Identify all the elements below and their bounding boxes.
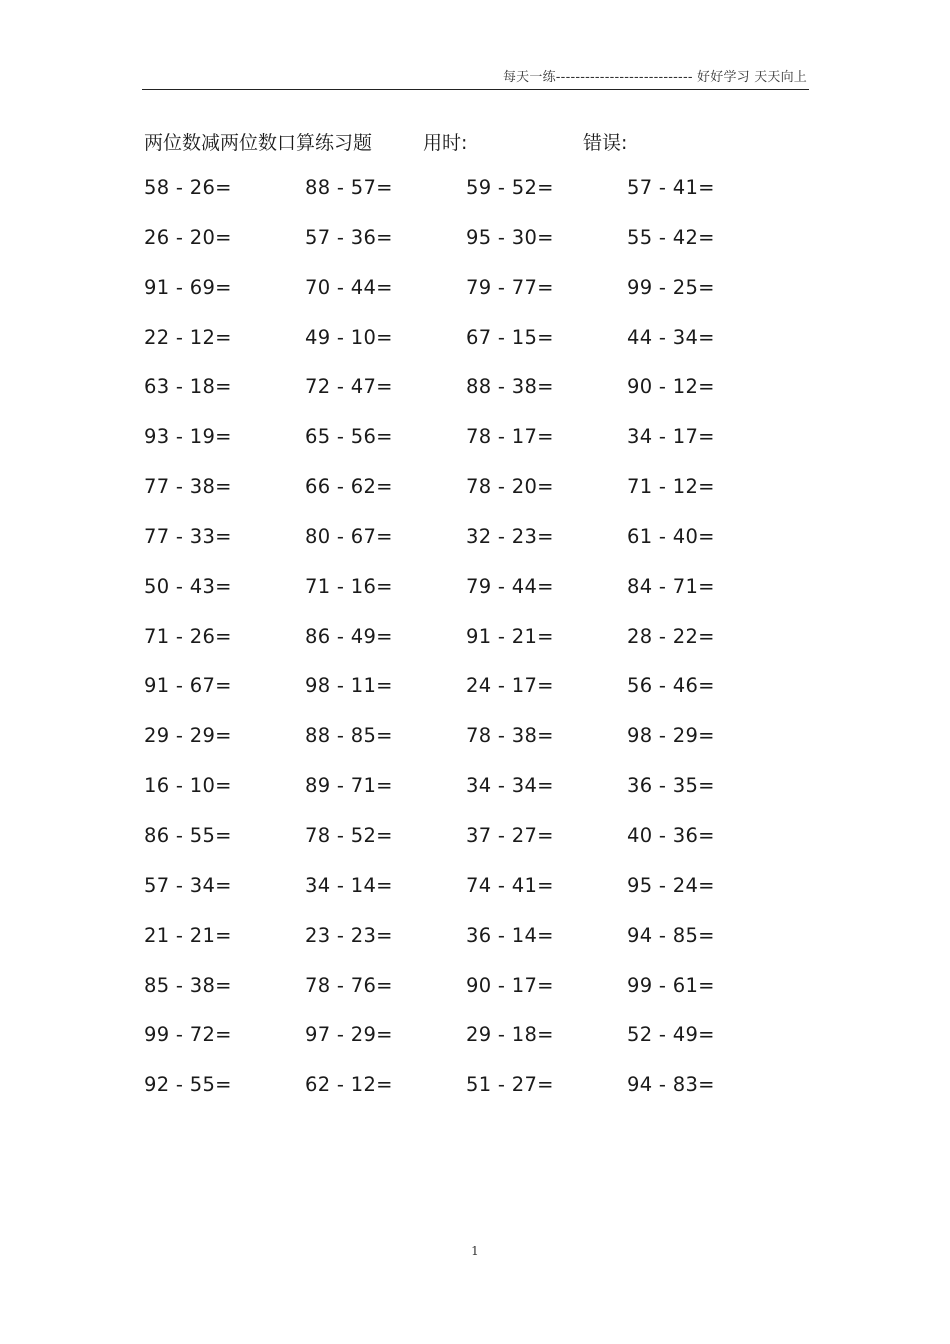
subtraction-problem: 86 - 49= [305,624,393,648]
problem-row [144,724,804,774]
subtraction-problem: 55 - 42= [627,225,715,249]
subtraction-problem: 24 - 17= [466,674,554,698]
subtraction-problem: 99 - 72= [144,1023,232,1047]
subtraction-problem: 90 - 17= [466,973,554,997]
subtraction-problem: 91 - 21= [466,624,554,648]
page-header [142,60,809,90]
subtraction-problem: 40 - 36= [627,823,715,847]
problem-row [144,226,804,276]
subtraction-problem: 78 - 52= [305,823,393,847]
subtraction-problem: 71 - 12= [627,475,715,499]
subtraction-problem: 95 - 24= [627,873,715,897]
subtraction-problem: 79 - 44= [466,574,554,598]
subtraction-problem: 34 - 14= [305,873,393,897]
page-number: 1 [471,1244,479,1258]
subtraction-problem: 50 - 43= [144,574,232,598]
subtraction-problem: 66 - 62= [305,475,393,499]
subtraction-problem: 93 - 19= [144,425,232,449]
subtraction-problem: 36 - 14= [466,923,554,947]
problem-row [144,974,804,1024]
subtraction-problem: 77 - 33= [144,524,232,548]
subtraction-problem: 91 - 69= [144,275,232,299]
subtraction-problem: 92 - 55= [144,1073,232,1097]
subtraction-problem: 88 - 38= [466,375,554,399]
subtraction-problem: 84 - 71= [627,574,715,598]
problem-row [144,425,804,475]
problem-row [144,575,804,625]
subtraction-problem: 65 - 56= [305,425,393,449]
subtraction-problem: 94 - 83= [627,1073,715,1097]
subtraction-problem: 63 - 18= [144,375,232,399]
subtraction-problem: 49 - 10= [305,325,393,349]
subtraction-problem: 61 - 40= [627,524,715,548]
subtraction-problem: 78 - 20= [466,475,554,499]
subtraction-problem: 44 - 34= [627,325,715,349]
subtraction-problem: 34 - 34= [466,774,554,798]
problem-row [144,824,804,874]
subtraction-problem: 57 - 36= [305,225,393,249]
problem-row [144,774,804,824]
subtraction-problem: 51 - 27= [466,1073,554,1097]
subtraction-problem: 56 - 46= [627,674,715,698]
problem-row [144,276,804,326]
subtraction-problem: 26 - 20= [144,225,232,249]
problem-row [144,475,804,525]
problem-row [144,874,804,924]
problem-row [144,1073,804,1123]
subtraction-problem: 71 - 26= [144,624,232,648]
problem-row [144,1023,804,1073]
subtraction-problem: 59 - 52= [466,176,554,199]
subtraction-problem: 77 - 38= [144,475,232,499]
problem-row [144,674,804,724]
subtraction-problem: 52 - 49= [627,1023,715,1047]
subtraction-problem: 34 - 17= [627,425,715,449]
subtraction-problem: 89 - 71= [305,774,393,798]
time-used-label: 用时: [423,132,468,154]
subtraction-problem: 29 - 18= [466,1023,554,1047]
problem-row [144,525,804,575]
problem-row [144,625,804,675]
subtraction-problem: 28 - 22= [627,624,715,648]
subtraction-problem: 70 - 44= [305,275,393,299]
subtraction-problem: 79 - 77= [466,275,554,299]
subtraction-problem: 94 - 85= [627,923,715,947]
header-divider [142,89,809,90]
subtraction-problem: 22 - 12= [144,325,232,349]
subtraction-problem: 95 - 30= [466,225,554,249]
subtraction-problem: 32 - 23= [466,524,554,548]
subtraction-problem: 36 - 35= [627,774,715,798]
subtraction-problem: 67 - 15= [466,325,554,349]
subtraction-problem: 21 - 21= [144,923,232,947]
subtraction-problem: 23 - 23= [305,923,393,947]
subtraction-problem: 16 - 10= [144,774,232,798]
subtraction-problem: 98 - 29= [627,724,715,748]
subtraction-problem: 88 - 85= [305,724,393,748]
problem-row [144,326,804,376]
subtraction-problem: 99 - 25= [627,275,715,299]
subtraction-problem: 62 - 12= [305,1073,393,1097]
subtraction-problem: 99 - 61= [627,973,715,997]
subtraction-problem: 71 - 16= [305,574,393,598]
worksheet-title: 两位数减两位数口算练习题 [144,132,373,154]
subtraction-problem: 98 - 11= [305,674,393,698]
subtraction-problem: 88 - 57= [305,176,393,199]
subtraction-problem: 90 - 12= [627,375,715,399]
problem-grid [144,176,804,1123]
subtraction-problem: 80 - 67= [305,524,393,548]
subtraction-problem: 78 - 38= [466,724,554,748]
subtraction-problem: 74 - 41= [466,873,554,897]
subtraction-problem: 72 - 47= [305,375,393,399]
problem-row [144,176,804,226]
errors-label: 错误: [583,132,628,154]
subtraction-problem: 37 - 27= [466,823,554,847]
header-motto: 每天一练---------------------------- 好好学习 天天向上 [502,70,807,85]
subtraction-problem: 57 - 34= [144,873,232,897]
problem-row [144,924,804,974]
subtraction-problem: 97 - 29= [305,1023,393,1047]
subtraction-problem: 91 - 67= [144,674,232,698]
subtraction-problem: 58 - 26= [144,176,232,199]
subtraction-problem: 57 - 41= [627,176,715,199]
subtraction-problem: 78 - 76= [305,973,393,997]
subtraction-problem: 86 - 55= [144,823,232,847]
subtraction-problem: 78 - 17= [466,425,554,449]
subtraction-problem: 85 - 38= [144,973,232,997]
subtraction-problem: 29 - 29= [144,724,232,748]
problem-row [144,375,804,425]
worksheet-title-row [144,128,804,158]
